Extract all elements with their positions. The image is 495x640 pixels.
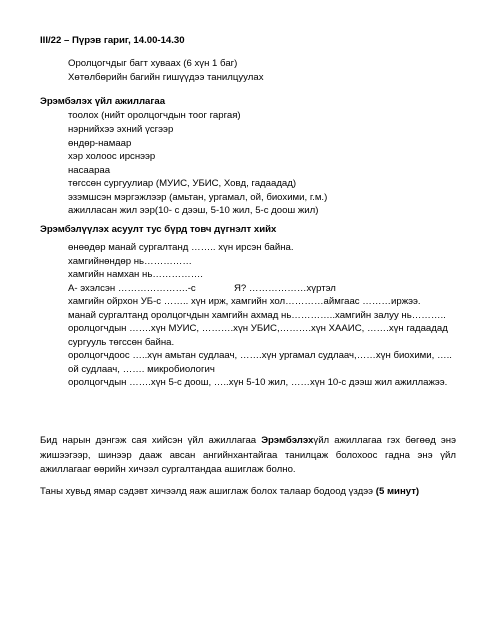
- intro-line-2: Хөтөлбөрийн багийн гишүүдээ танилцуулах: [68, 72, 264, 83]
- list1-item: тоолох (нийт оролцогчдын тоог гаргая): [68, 110, 241, 121]
- list1-item: ажилласан жил ээр(10- с дээш, 5-10 жил, 5-с доош жил): [68, 205, 319, 216]
- list1-item: төгссөн сургуулиар (МУИС, УБИС, Ховд, гадаадад): [68, 178, 297, 189]
- list2-line: Я? ………………хүртэл: [234, 283, 336, 294]
- list2-line: А- эхэлсэн ………………….-с: [68, 283, 196, 294]
- heading-ranking-activity: Эрэмбэлэх үйл ажиллагаа: [40, 96, 166, 107]
- heading-summary: Эрэмбэлүүлэх асуулт тус бүрд товч дүгнэлт хийх: [40, 224, 277, 235]
- list2-line: хамгийн ойрхон УБ-с …….. хүн ирж, хамгийн хол…………аймгаас ………иржээ.: [68, 296, 421, 307]
- intro-line-1: Оролцогчдыг багт хуваах (6 хүн 1 баг): [68, 58, 238, 69]
- list1-item: нэрнийхээ эхний үсгээр: [68, 124, 174, 135]
- list1-item: хэр холоос ирснээр: [68, 151, 156, 162]
- list2-line: хамгийн намхан нь…………….: [68, 269, 203, 280]
- list2-line: манай сургалтанд оролцогчдын хамгийн ахмад нь…………..хамгийн залуу нь………..: [68, 310, 446, 321]
- list1-item: насаараа: [68, 165, 111, 176]
- list1-item: өндөр-намаар: [68, 138, 132, 149]
- paragraph-task: Таны хувьд ямар сэдэвт хичээлд яаж ашиглаж болох талаар бодоод үздээ (5 минут): [40, 486, 420, 497]
- section-title: III/22 – Пүрэв гариг, 14.00-14.30: [40, 35, 185, 46]
- list2-line: өнөөдөр манай сургалтанд …….. хүн ирсэн байна.: [68, 242, 294, 253]
- list2-line: хамгийнөндөр нь……………: [68, 256, 192, 267]
- list2-line: сургууль төгссөн байна.: [68, 337, 175, 348]
- list1-item: эзэмшсэн мэргэжлээр (амьтан, ургамал, ой, биохими, г.м.): [68, 192, 328, 203]
- list2-line: ой судлаач, ……. микробиологич: [68, 364, 215, 375]
- list2-line: оролцогчдоос …..хүн амьтан судлаач, …….хүн ургамал судлаач,……хүн биохими, …..: [68, 350, 452, 361]
- paragraph-ranking-explanation: Бид нарын дэнгэж сая хийсэн үйл ажиллагаа Эрэмбэлэхүйл ажиллагаа гэх бөгөөд энэ жишээгээр, шинээр дааж авсан ангийнхантайгаа танилцаж болохоос гадна энэ үйл ажиллагааг өөрийн хичээл сургалтандаа ашиглаж болно.: [40, 435, 456, 475]
- list2-line: оролцогчдын …….хүн 5-с доош, …..хүн 5-10 жил, ……хүн 10-с дээш жил ажиллажээ.: [68, 377, 448, 388]
- list2-line: оролцогчдын …….хүн МУИС, ……….хүн УБИС,……….хүн ХААИС, …….хүн гадаадад: [68, 323, 448, 334]
